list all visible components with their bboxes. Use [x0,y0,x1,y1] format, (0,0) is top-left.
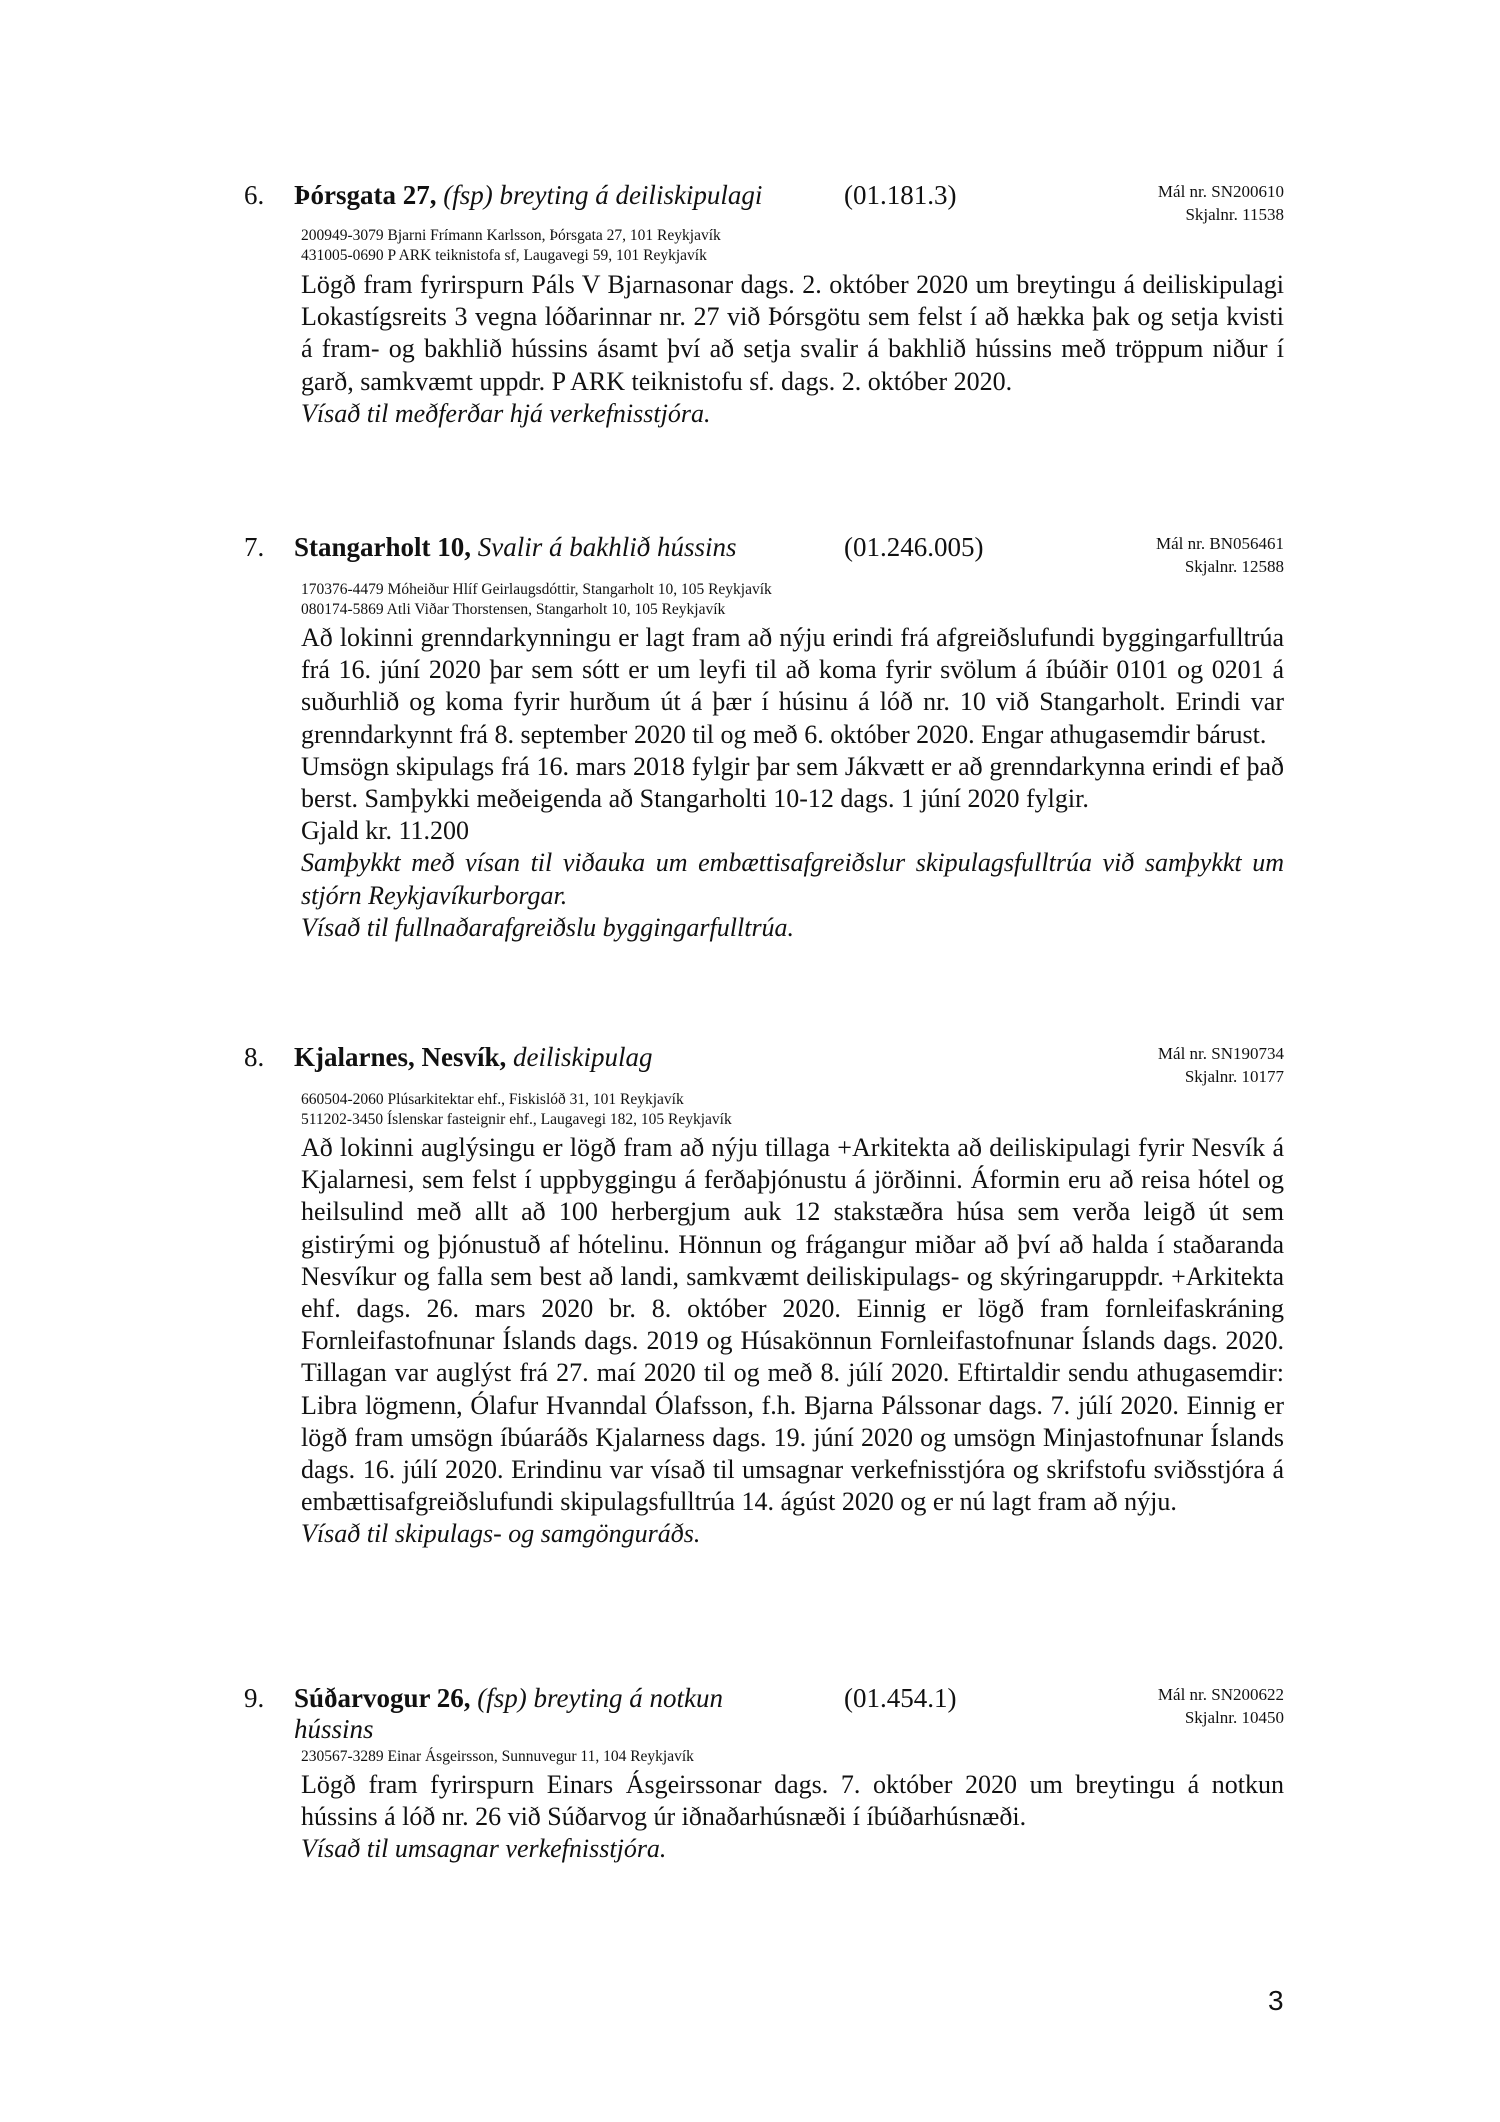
applicants [301,1747,694,1767]
item-land-code: (01.246.005) [844,532,984,562]
item-paragraph: Lögð fram fyrirspurn Páls V Bjarnasonar dags. 2. október 2020 um breytingu á deiliskipulagi Lokastígsreits 3 vegna lóðarinnar nr. 27 við Þórsgötu sem felst í að hækka þak og setja kvisti á fram- og bakhlið hússins ásamt því að setja svalir á bakhlið hússins með tröppum niður í garð, samkvæmt uppdr. P ARK teiknistofu sf. dags. 2. október 2020. [301,270,1284,396]
item-decision: Vísað til skipulags- og samgönguráðs. [301,1519,701,1549]
item-subject: (fsp) breyting á deiliskipulagi [443,180,763,210]
item-address: Súðarvogur 26, [294,1683,471,1713]
case-reference [1158,1042,1284,1088]
item-address: Þórsgata 27, [294,180,437,210]
item-number: 8. [244,1042,265,1072]
applicants [301,226,721,266]
item-number: 6. [244,180,265,210]
item-subject: (fsp) breyting á notkun [477,1683,723,1713]
case-number: Mál nr. BN056461 [1156,534,1284,553]
applicant: 660504-2060 Plúsarkitektar ehf., Fiskislóð 31, 101 Reykjavík [301,1091,684,1108]
item-decision: Vísað til umsagnar verkefnisstjóra. [301,1834,667,1864]
case-number: Mál nr. SN200622 [1157,1685,1284,1704]
item-heading [294,532,737,563]
applicant: 431005-0690 P ARK teiknistofa sf, Laugavegi 59, 101 Reykjavík [301,247,707,264]
item-number: 7. [244,532,265,562]
item-paragraph: Gjald kr. 11.200 [301,816,470,846]
case-number: Mál nr. SN200610 [1157,182,1284,201]
item-heading [294,180,762,211]
applicant: 230567-3289 Einar Ásgeirsson, Sunnuvegur 11, 104 Reykjavík [301,1748,694,1765]
item-paragraph: Að lokinni auglýsingu er lögð fram að nýju tillaga +Arkitekta að deiliskipulagi fyrir Nesvík á Kjalarnesi, sem felst í uppbyggingu á ferðaþjónustu á jörðinni. Áformin eru að reisa hótel og heilsulind með allt að 100 herbergjum auk 12 stakstæðra húsa sem verða leigð út sem gistirými og þjónustuð af hótelinu. Hönnun og frágangur miðar að því að halda í staðaranda Nesvíkur og falla sem best að landi, samkvæmt deiliskipulags- og skýringaruppdr. +Arkitekta ehf. dags. 26. mars 2020 br. 8. október 2020. Einnig er lögð fram fornleifaskráning Fornleifastofnunar Íslands dags. 2019 og Húsakönnun Fornleifastofnunar Íslands dags. 2020. Tillagan var auglýst frá 27. maí 2020 til og með 8. júlí 2020. Eftirtaldir sendu athugasemdir: Libra lögmenn, Ólafur Hvanndal Ólafsson, f.h. Bjarna Pálssonar dags. 7. júlí 2020. Einnig er lögð fram umsögn íbúaráðs Kjalarness dags. 19. júní 2020 og umsögn Minjastofnunar Íslands dags. 16. júlí 2020. Erindinu var vísað til umsagnar verkefnisstjóra og skrifstofu sviðsstjóra á embættisafgreiðslufundi skipulagsfulltrúa 14. ágúst 2020 og er nú lagt fram að nýju. [301,1133,1284,1517]
item-heading [294,1042,652,1073]
item-address: Kjalarnes, Nesvík, [294,1042,507,1072]
item-decision: Vísað til fullnaðarafgreiðslu byggingarfulltrúa. [301,912,795,942]
item-decision: Samþykkt með vísan til viðauka um embættisafgreiðslur skipulagsfulltrúa við samþykkt um stjórn Reykjavíkurborgar. [301,848,1284,910]
item-subject-continued: hússins [294,1714,374,1744]
document-number: Skjalnr. 12588 [1184,557,1284,576]
document-number: Skjalnr. 10177 [1184,1067,1284,1086]
item-land-code: (01.181.3) [844,180,957,210]
item-paragraph: Að lokinni grenndarkynningu er lagt fram að nýju erindi frá afgreiðslufundi byggingarfulltrúa frá 16. júní 2020 þar sem sótt er um leyfi til að koma fyrir svölum á íbúðir 0101 og 0201 á suðurhlið og koma fyrir hurðum út á þær í húsinu á lóð nr. 10 við Stangarholt. Erindi var grenndarkynnt frá 8. september 2020 til og með 6. október 2020. Engar athugasemdir bárust. [301,623,1284,749]
applicant: 200949-3079 Bjarni Frímann Karlsson, Þórsgata 27, 101 Reykjavík [301,227,721,244]
applicants [301,580,772,620]
page-number: 3 [1268,1985,1284,2016]
item-paragraph: Umsögn skipulags frá 16. mars 2018 fylgir þar sem Jákvætt er að grenndarkynna erindi ef það berst. Samþykki meðeigenda að Stangarholti 10-12 dags. 1 júní 2020 fylgir. [301,751,1284,814]
document-number: Skjalnr. 10450 [1184,1708,1284,1727]
applicant: 511202-3450 Íslenskar fasteignir ehf., Laugavegi 182, 105 Reykjavík [301,1111,732,1128]
item-decision: Vísað til meðferðar hjá verkefnisstjóra. [301,398,711,428]
applicants [301,1090,732,1130]
item-subject: deiliskipulag [513,1042,653,1072]
item-body [301,1132,1284,1551]
item-paragraph: Lögð fram fyrirspurn Einars Ásgeirssonar dags. 7. október 2020 um breytingu á notkun hússins á lóð nr. 26 við Súðarvog úr iðnaðarhúsnæði í íbúðarhúsnæði. [301,1770,1284,1832]
item-body [301,1769,1284,1866]
item-body [301,622,1284,944]
case-reference [1158,180,1284,226]
item-number: 9. [244,1683,265,1713]
applicant: 170376-4479 Móheiður Hlíf Geirlaugsdóttir, Stangarholt 10, 105 Reykjavík [301,581,772,598]
item-heading-continued [294,1714,374,1745]
document-number: Skjalnr. 11538 [1185,205,1284,224]
case-reference [1156,532,1284,578]
applicant: 080174-5869 Atli Viðar Thorstensen, Stangarholt 10, 105 Reykjavík [301,601,726,618]
case-reference [1158,1683,1284,1729]
item-body [301,269,1284,430]
case-number: Mál nr. SN190734 [1157,1044,1284,1063]
item-address: Stangarholt 10, [294,532,472,562]
item-subject: Svalir á bakhlið hússins [477,532,737,562]
item-land-code: (01.454.1) [844,1683,957,1713]
item-heading [294,1683,723,1714]
